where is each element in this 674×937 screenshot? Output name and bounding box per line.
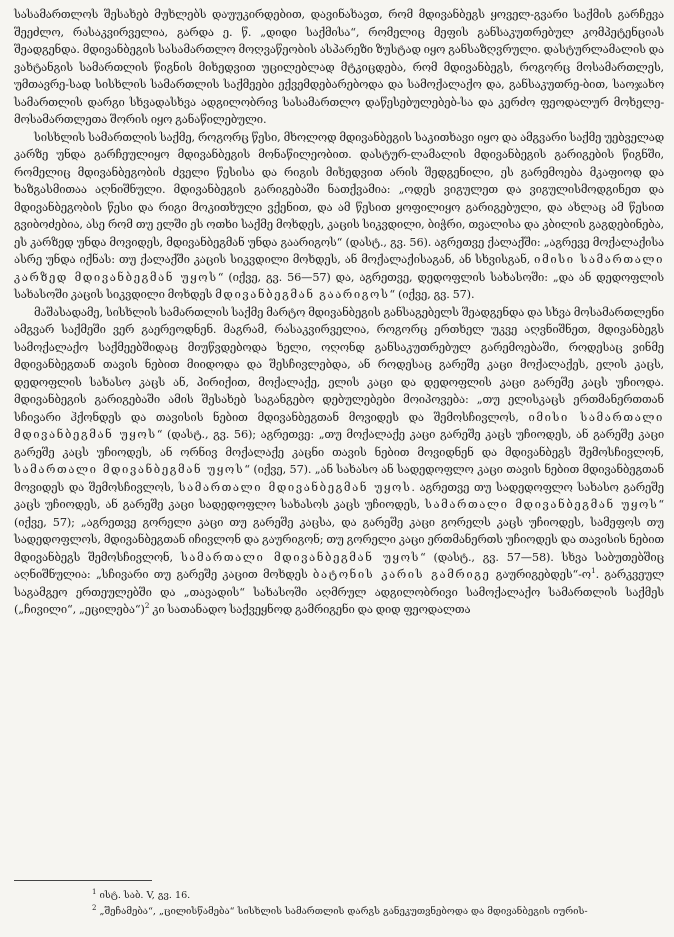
spaced-quote-text: ბატონის კარის გამრიგე [312, 568, 491, 581]
footnote-text: „შეჩამება“, „ცილისწამება“ სისხლის სამართლის დარგს განეკუთვნებოდა და მდივანბეგის იურის- [99, 906, 588, 917]
text-run: სისხლის სამართლის საქმე, როგორც წესი, მხოლოდ მდივანბეგის საკითხავი იყო და ამგვარი საქმე უებველად კარზე უნდა გარჩეულიყო მდივანბეგის მონაწილეობით. დასტურ-ლამალის მდივანბეგის გარიგების წიგნში, რომელიც მდივანბეგობის ძველი წესისა და რიგის მიხედვით არის შედგენილი, ეს გარემოება მკაფიოდ და ხაზგასმითაა აღნიშნული. მდივანბეგის გარიგებაში ნათქვამია: „ოდეს ვიგულეთ და ვიგულისმოდგინეთ და მდივანბეგობის წესი და რიგი მოკითხული ვქენით, და ამ წესით ყოფილიყო გარიგებული, და ახლაც ამ წესით გვიბოძებია, ასე რომ თუ ელში ეს ოთხი საქმე მოხდეს, კაცის სიკვდილი, ბიჭრი, თვალისა და კბილის გაგდებინება, ეს კარზედ უნდა მოვიდეს, მდივანბეგმან უნდა გაარიგოს“ (დასტ., გვ. 56). აგრეთვე ქალაქში: „აგრევე მოქალაქისა ასრე უნდა იქნას: თუ ქალაქში კაცის სიკვდილი მოხდეს, ან მოქალაქისაგან, ან სხვისგან, [14, 130, 664, 266]
text-run: “ (დასტ., გვ. 56); აგრეთვე: „თუ მოქალაქე კაცი გარეშე კაცს უჩიოდეს, ან გარეშე კაცი გარეშე კაცს უჩიოდეს, ან ორნივ მოქალაქე კაცნი თავის ნებით მოვიდნენ და მდივანბეგს შემოსჩივლონ, [14, 428, 665, 459]
text-run: სასამართლოს შესახებ მუხლებს დაუუკირდებით, დავინახავთ, რომ მდივანბეგს ყოველ-გვარი საქმის გარჩევა შეეძლო, რასაკვირველია, გარდა ე. წ. „დიდი საქმისა“, რომელიც მეფის განსაკუთრებულ კომპეტენციას შეადგენდა. მდივანბეგის სასამართლო მოღვაწეობის ასპარეზი ზუსტად იყო განსაზღვრული. დასტურლამალის და ვახტანგის სამართლის წიგნის მიხედვით უცილებლად მტკიცდება, რომ მდივანბეგს, როგორც მოსამართლეს, უმთავრე-სად სისხლის სამართლის საქმეები ექვემდებარებოდა და სამოქალაქო და, განსაკუთრე-ბით, საოჯახო სამართლის დარგი სხვადასხვა ადგილობრივ სასამართლო დაწესებულებებ-სა და კერძო ფეოდალურ მოხელე-მოსამართლეთა შორის იყო განაწილებული. [14, 8, 664, 126]
spaced-quote-text: იმისი სამართალი კარზედ მდივანბეგმან უყოს [14, 253, 664, 284]
spaced-quote-text: სამართალი მდივანბეგმან უყოს [14, 463, 245, 476]
text-run: კი სათანადო საქვეყნოდ გამრიგენი და დიდ ფეოდალთა [149, 603, 471, 616]
footnote-text: ისტ. საბ. V, გვ. 16. [99, 890, 191, 901]
paragraph [14, 129, 664, 304]
text-run: გაურიგებდეს“-ო [490, 568, 591, 581]
body-text [14, 6, 664, 619]
footnotes [14, 880, 664, 920]
text-run: “ (იქვე, 57); „აგრეთვე გორელი კაცი თუ გარეშე კაცსა, და გარეშე კაცი გორელს კაცს უჩიოდეს, სამეფოს თუ სადედოფლოს, მდივანბეგთან იჩივლონ და გაურიგონ; თუ გორელი კაცი ერთმანერთს უჩიოდეს და თავისის ნებით მდივანბეგს შემოსჩივლონ, [14, 498, 664, 564]
text-run: “ (იქვე, გვ. 57). [389, 288, 475, 301]
paragraph [14, 6, 664, 129]
text-run: . აგრეთვე თუ სადედოფლო სახასო გარეშე კაცს უჩიოდეს, ან გარეშე კაცი სადედოფლო სახასოს კაცს უჩიოდეს, [14, 480, 664, 511]
footnote-ref: 2 [144, 601, 150, 611]
text-run: “ (იქვე, 57). „ან სახასო ან სადედოფლო კაცი თავის ნებით მდივანბეგთან მოვიდეს და შემოსჩივლოს, [14, 463, 664, 494]
text-run: . გარკვეულ საგამგეო ერთეულებში და „თავადის“ სახასოში აღმრულ ადგილობრივი სამოქალაქო სამართლის საქმეს („ჩივილი“, „ეცილება“) [14, 568, 665, 616]
spaced-quote-text: სამართალი მდივანბეგმან უყოს [178, 480, 412, 494]
text-run: “ (დასტ., გვ. 57—58). სხვა საბუთებშიც აღნიშნულია: „სჩივარი თუ გარეშე კაცით მოხდეს [14, 550, 665, 581]
footnote-divider [14, 880, 152, 881]
footnote [14, 888, 664, 904]
footnote-ref: 1 [590, 566, 596, 576]
footnote [14, 904, 664, 920]
footnote-number: 1 [92, 888, 97, 896]
text-run: მაშასადამე, სისხლის სამართლის საქმე მარტო მდივანბეგის განსაგებელს შეადგენდა და სხვა მოსამართლენი ამგვარ საქმეში ვერ გაერეოდნენ. მაგრამ, რასაკვირველია, როგორც ერთხელ უკვე აღვნიშნეთ, მდივანბეგს სამოქალაქო საქმეებშიდაც მიუწვდებოდა ხელი, ოღონდ განსაკუთრებულ გარემოებაში, როდესაც ვინმე მდივანბეგთან თავის ნებით მიიდოდა და შესჩივლებდა, ან როდესაც გარეშე კაცი მოქალაქეს, ელის კაცს, დედოფლის სახასო კაცს ან, პირიქით, მოქალაქე, ელის კაცი და დედოფლის კაცი გარეშე კაცს უჩიოდა. მდივანბეგის გარიგებაში ამის შესახებ საგანგებო დებულებები მოიპოვება: „თუ ელისკაცს ერთმანერთთან სჩივარი ჰქონდეს და თავისის ნებით მდივანბეგთან მოვიდეს და შემოსჩივლოს, [14, 305, 664, 424]
footnote-number: 2 [92, 904, 97, 912]
spaced-quote-text: მდივანბეგმან გაარიგოს [215, 288, 390, 301]
spaced-quote-text: სამართალი მდივანბეგმან უყოს [180, 550, 420, 564]
footnote-list [14, 888, 664, 920]
text-run: “ (იქვე, გვ. 56—57) და, აგრეთვე, დედოფლის სახასოში: „და ან დედოფლის სახასოში კაცის სიკვდილი მოხდეს [14, 270, 664, 301]
spaced-quote-text: სამართალი მდივანბეგმან უყოს [424, 498, 659, 511]
spaced-quote-text: იმისი სამართალი მდივანბეგმან უყოს [14, 410, 664, 441]
paragraph [14, 304, 664, 619]
